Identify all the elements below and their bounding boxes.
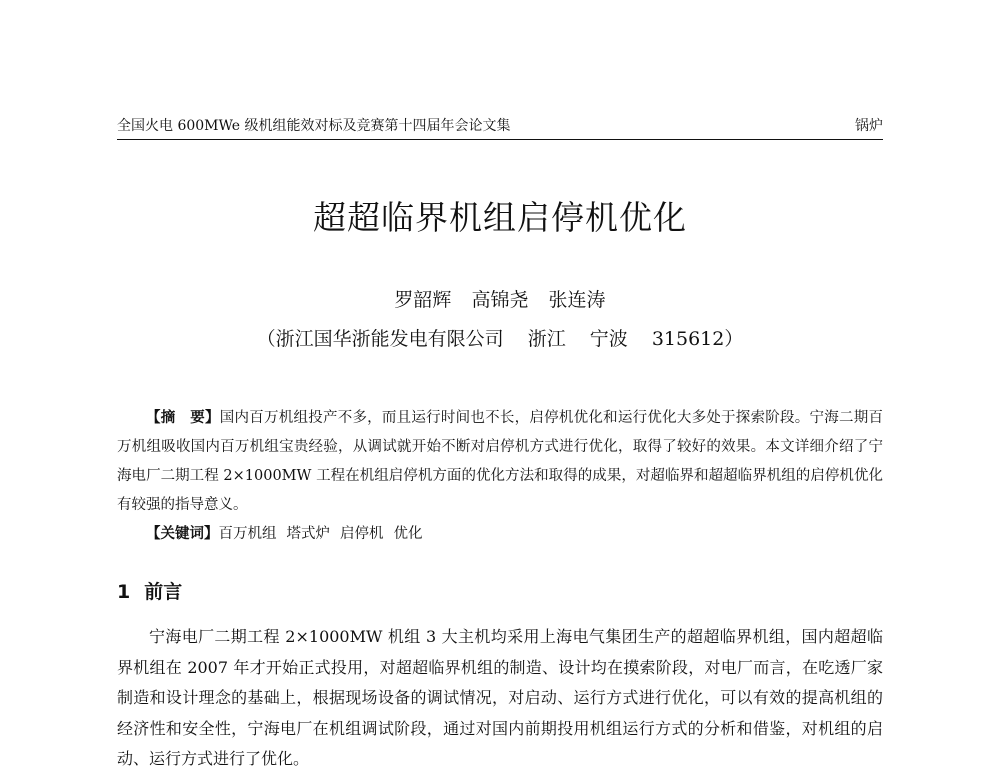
affiliation (0, 325, 1000, 353)
keyword: 塔式炉 (286, 526, 330, 542)
affiliation-company: 浙江国华浙能发电有限公司 (275, 328, 504, 350)
author-name: 罗韶辉 (394, 289, 452, 311)
running-header (117, 114, 883, 138)
header-section-label: 锅炉 (855, 118, 883, 134)
keywords (117, 519, 883, 549)
affiliation-province: 浙江 (527, 328, 566, 350)
affiliation-postcode: 315612 (651, 328, 725, 350)
abstract (117, 403, 883, 520)
abstract-label: 【摘 要】 (146, 409, 220, 426)
header-divider (117, 139, 883, 140)
section-title: 前言 (144, 581, 183, 603)
author-name: 高锦尧 (471, 289, 529, 311)
affiliation-close-paren: ） (724, 328, 744, 350)
keyword: 百万机组 (218, 526, 277, 542)
author-list (0, 286, 1000, 314)
affiliation-open-paren: （ (256, 328, 276, 350)
author-name: 张连涛 (548, 289, 606, 311)
keywords-label: 【关键词】 (146, 525, 219, 542)
section-heading (117, 577, 182, 607)
paper-title: 超超临界机组启停机优化 (313, 198, 687, 237)
body-paragraph: 宁海电厂二期工程 2×1000MW 机组 3 大主机均采用上海电气集团生产的超超临界机组，国内超超临界机组在 2007 年才开始正式投用，对超超临界机组的制造、设计均在摸索阶段，对电厂而言，在吃透厂家制造和设计理念的基础上，根据现场设备的调试情况，对启动、运行方式进行优化，可以有效的提高机组的经济性和安全性，宁海电厂在机组调试阶段，通过对国内前期投用机组运行方式的分析和借鉴，对机组的启动、运行方式进行了优化。 (117, 627, 883, 768)
keyword: 启停机 (340, 526, 384, 542)
keyword: 优化 (393, 526, 423, 542)
section-number: 1 (117, 581, 131, 603)
abstract-text: 国内百万机组投产不多，而且运行时间也不长，启停机优化和运行优化大多处于探索阶段。宁海二期百万机组吸收国内百万机组宝贵经验，从调试就开始不断对启停机方式进行优化，取得了较好的效果。本文详细介绍了宁海电厂二期工程 2×1000MW 工程在机组启停机方面的优化方法和取得的成果，对超临界和超超临界机组的启停机优化有较强的指导意义。 (117, 410, 884, 513)
affiliation-city: 宁波 (589, 328, 628, 350)
header-proceedings-title: 全国火电 600MWe 级机组能效对标及竞赛第十四届年会论文集 (117, 118, 511, 134)
